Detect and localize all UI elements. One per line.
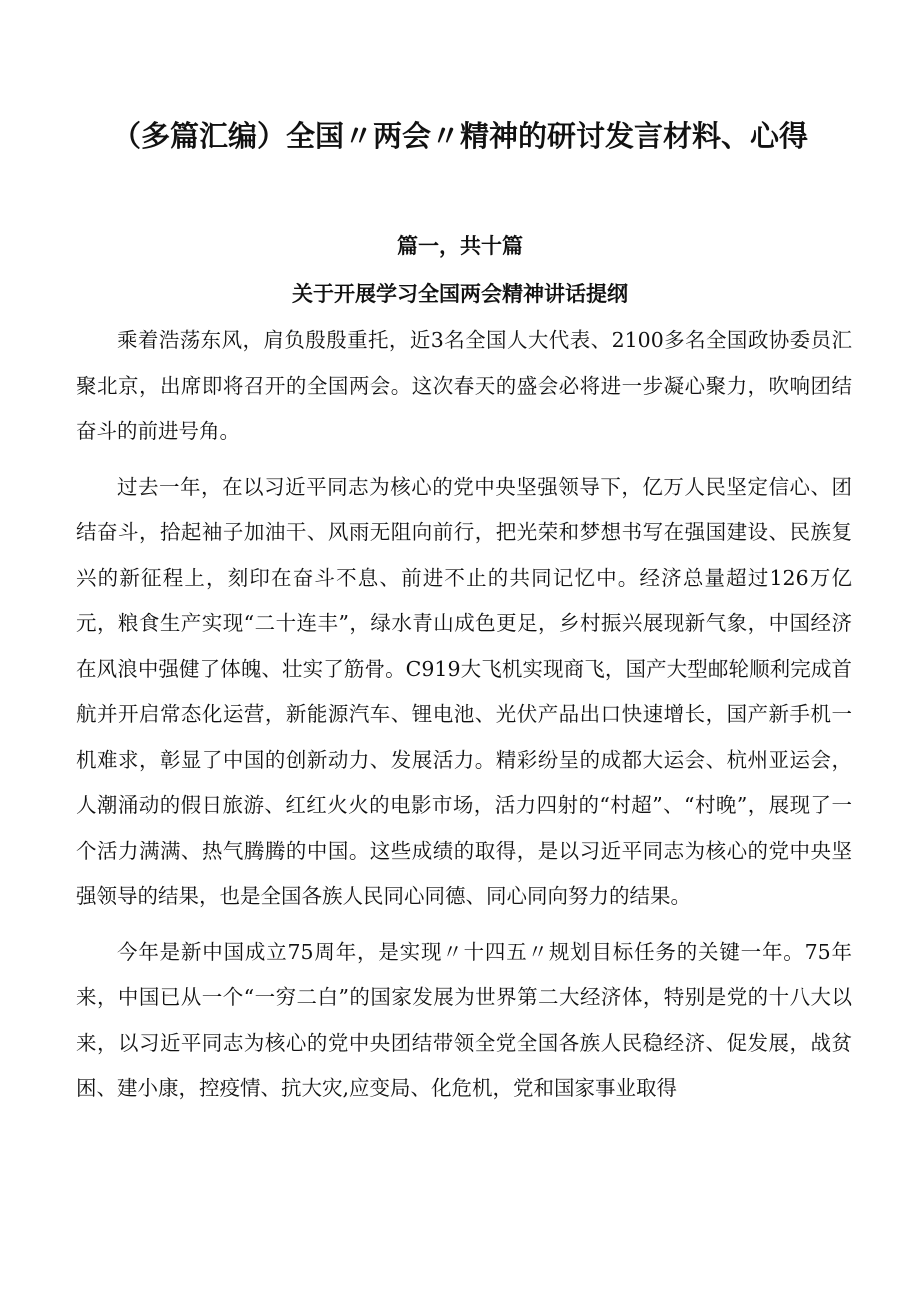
document-title: （多篇汇编）全国〃两会〃精神的研讨发言材料、心得 — [111, 119, 808, 153]
section-subheading: 关于开展学习全国两会精神讲话提纲 — [292, 282, 628, 306]
document-body — [76, 318, 852, 1112]
paragraph-1: 乘着浩荡东风，肩负殷殷重托，近3名全国人大代表、2100多名全国政协委员汇聚北京，出席即将召开的全国两会。这次春天的盛会必将进一步凝心聚力，吹响团结奋斗的前进号角。 — [76, 328, 852, 443]
part-heading: 篇一，共十篇 — [397, 234, 523, 258]
paragraph-3: 今年是新中国成立75周年，是实现〃十四五〃规划目标任务的关键一年。75年来，中国已从一个“一穷二白”的国家发展为世界第二大经济体，特别是党的十八大以来，以习近平同志为核心的党中央团结带领全党全国各族人民稳经济、促发展，战贫困、建小康，控疫情、抗大灾,应变局、化危机，党和国家事业取得 — [76, 939, 852, 1100]
paragraph-2: 过去一年，在以习近平同志为核心的党中央坚强领导下，亿万人民坚定信心、团结奋斗，拾起袖子加油干、风雨无阻向前行，把光荣和梦想书写在强国建设、民族复兴的新征程上，刻印在奋斗不息、前进不止的共同记忆中。经济总量超过126万亿元，粮食生产实现“二十连丰”，绿水青山成色更足，乡村振兴展现新气象，中国经济在风浪中强健了体魄、壮实了筋骨。C919大飞机实现商飞，国产大型邮轮顺利完成首航并开启常态化运营，新能源汽车、锂电池、光伏产品出口快速增长，国产新手机一机难求，彰显了中国的创新动力、发展活力。精彩纷呈的成都大运会、杭州亚运会，人潮涌动的假日旅游、红红火火的电影市场，活力四射的“村超”、“村晚”，展现了一个活力满满、热气腾腾的中国。这些成绩的取得，是以习近平同志为核心的党中央坚强领导的结果，也是全国各族人民同心同德、同心同向努力的结果。 — [76, 474, 852, 908]
